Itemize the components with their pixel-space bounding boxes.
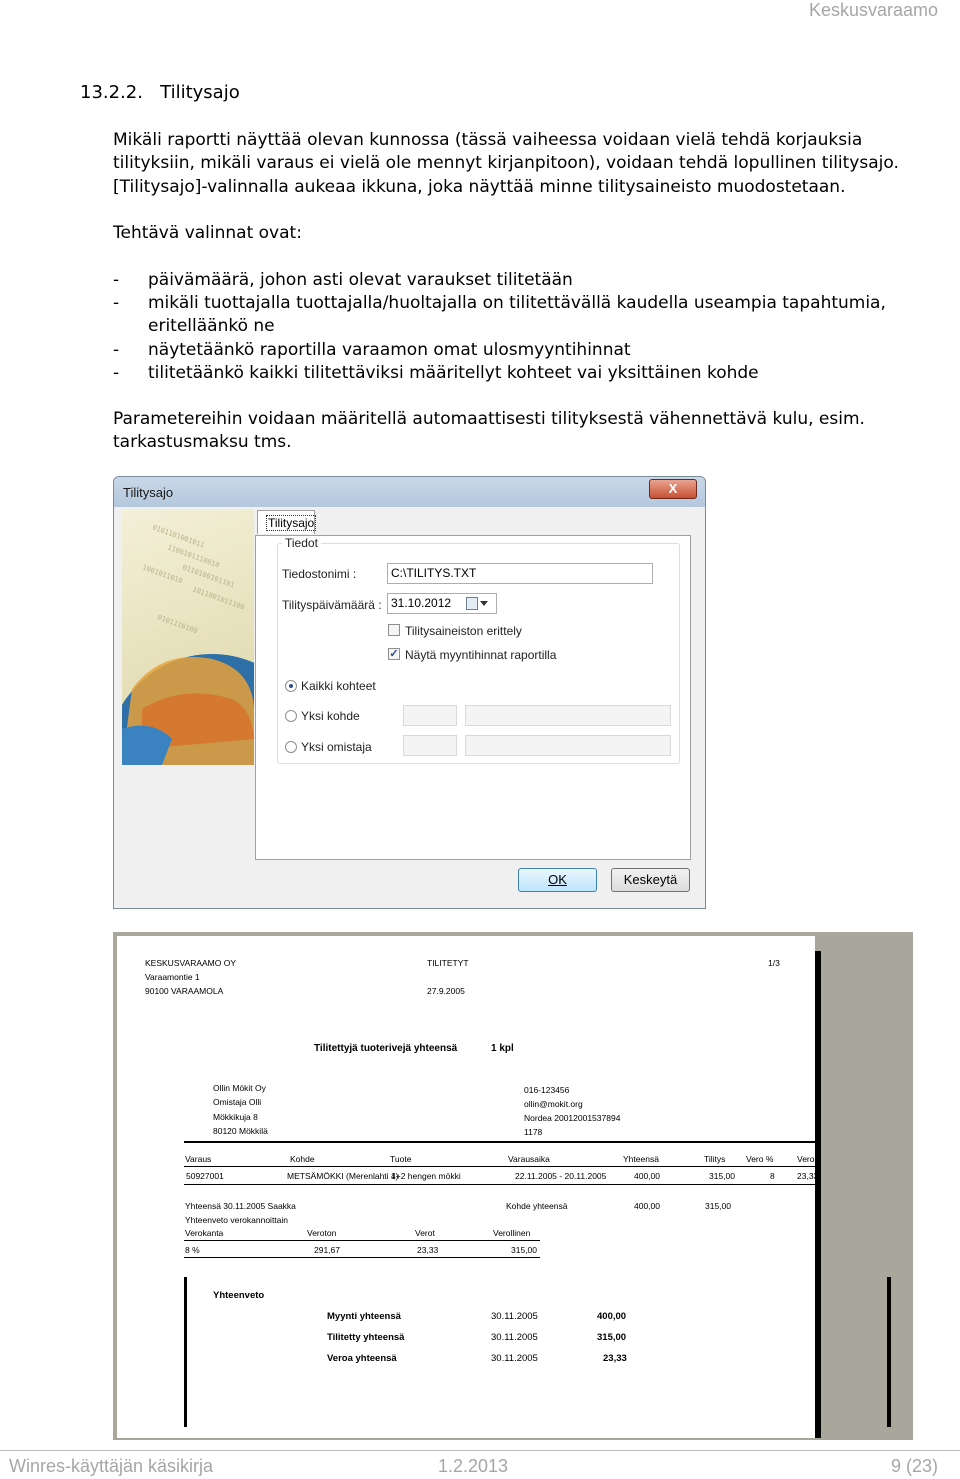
summary-value: 23,33 bbox=[603, 1353, 627, 1364]
vat-header: Verot bbox=[415, 1228, 435, 1238]
row-underline bbox=[184, 1184, 819, 1185]
kohde-name-input[interactable] bbox=[465, 705, 671, 726]
owner-phone: 016-123456 bbox=[524, 1085, 570, 1095]
total-tilitys: 315,00 bbox=[705, 1201, 731, 1211]
column-header: Tuote bbox=[390, 1154, 412, 1164]
table-cell: 4+2 hengen mökki bbox=[391, 1171, 461, 1181]
svg-text:1011001011100: 1011001011100 bbox=[191, 585, 246, 612]
bullet-item: mikäli tuottajalla tuottajalla/huoltajalla on tilitettävällä kaudella useampia tapahtumia, eritelläänkö ne bbox=[148, 293, 886, 337]
kohde-code-input[interactable] bbox=[403, 705, 457, 726]
total-sum: 400,00 bbox=[634, 1201, 660, 1211]
globe-illustration bbox=[122, 509, 254, 765]
radio-label: Kaikki kohteet bbox=[301, 679, 376, 693]
report-summary-title: Tilitettyjä tuoterivejä yhteensä bbox=[314, 1043, 458, 1054]
summary-date: 30.11.2005 bbox=[491, 1332, 538, 1343]
filename-label: Tiedostonimi : bbox=[282, 567, 357, 581]
report-address1: Varaamontie 1 bbox=[145, 972, 200, 982]
total-label: Yhteensä 30.11.2005 Saakka bbox=[185, 1201, 296, 1211]
table-cell: 400,00 bbox=[634, 1171, 660, 1181]
report-page-number: 1/3 bbox=[768, 958, 780, 968]
footer-rule bbox=[0, 1450, 960, 1451]
page-shadow bbox=[815, 951, 821, 1438]
vat-header: Verollinen bbox=[493, 1228, 531, 1238]
vat-header: Veroton bbox=[307, 1228, 337, 1238]
dialog-title: Tilitysajo bbox=[123, 485, 174, 500]
vat-underline bbox=[184, 1240, 540, 1241]
yhteenveto-title: Yhteenveto bbox=[213, 1290, 265, 1301]
omistaja-code-input[interactable] bbox=[403, 735, 457, 756]
report-doc-date: 27.9.2005 bbox=[427, 986, 465, 996]
tab-label: Tilitysajo bbox=[268, 516, 315, 530]
owner-name: Ollin Mökit Oy bbox=[213, 1083, 266, 1093]
bullet-item: päivämäärä, johon asti olevat varaukset tilitetään bbox=[148, 270, 573, 290]
dialog-titlebar bbox=[114, 477, 705, 507]
owner-email: ollin@mokit.org bbox=[524, 1099, 583, 1109]
table-cell: METSÄMÖKKI (Merenlahti 1) bbox=[287, 1171, 399, 1181]
report-divider bbox=[184, 1141, 819, 1143]
table-cell: 23,33 bbox=[797, 1171, 819, 1181]
svg-text:0101110100: 0101110100 bbox=[156, 613, 199, 636]
radio-yksi-omistaja[interactable] bbox=[285, 741, 297, 753]
svg-text:0101101001011: 0101101001011 bbox=[151, 523, 206, 550]
section-title: 13.2.2. Tilitysajo bbox=[80, 82, 240, 103]
bullet-mark: - bbox=[113, 293, 120, 313]
report-doc-title: TILITETYT bbox=[427, 958, 469, 968]
column-header: Yhteensä bbox=[623, 1154, 659, 1164]
vat-cell: 8 % bbox=[185, 1245, 200, 1255]
radio-label: Yksi kohde bbox=[301, 709, 360, 723]
dropdown-arrow-icon[interactable] bbox=[480, 601, 488, 606]
summary-left-bar bbox=[184, 1277, 187, 1427]
parameters-paragraph: Parametereihin voidaan määritellä automaattisesti tilityksestä vähennettävä kulu, esim. tarkastusmaksu tms. bbox=[113, 409, 865, 453]
table-cell: 315,00 bbox=[709, 1171, 735, 1181]
owner-id: 1178 bbox=[524, 1127, 543, 1137]
myyntihinnat-label: Näytä myyntihinnat raportilla bbox=[405, 648, 557, 662]
summary-right-bar bbox=[887, 1277, 891, 1427]
cancel-button[interactable] bbox=[611, 868, 690, 892]
ok-button[interactable] bbox=[518, 868, 597, 892]
radio-label: Yksi omistaja bbox=[301, 740, 372, 754]
vat-header: Verokanta bbox=[185, 1228, 224, 1238]
vat-bottom-line bbox=[184, 1257, 540, 1258]
header-underline bbox=[184, 1166, 819, 1167]
myyntihinnat-checkbox[interactable]: ✓ bbox=[389, 648, 399, 660]
omistaja-name-input[interactable] bbox=[465, 735, 671, 756]
svg-text:0110100101101: 0110100101101 bbox=[181, 563, 236, 590]
close-button[interactable]: X bbox=[649, 479, 697, 499]
summary-label: Myynti yhteensä bbox=[327, 1311, 401, 1322]
bullet-item: näytetäänkö raportilla varaamon omat ulosmyyntihinnat bbox=[148, 340, 631, 360]
vat-cell: 315,00 bbox=[511, 1245, 537, 1255]
tilitysajo-dialog bbox=[113, 476, 706, 909]
summary-label: Tilitetty yhteensä bbox=[327, 1332, 405, 1343]
owner-city: 80120 Mökkilä bbox=[213, 1126, 268, 1136]
column-header: Varaus bbox=[185, 1154, 212, 1164]
report-address2: 90100 VARAAMOLA bbox=[145, 986, 224, 996]
bullet-mark: - bbox=[113, 270, 120, 290]
total-kohde-label: Kohde yhteensä bbox=[506, 1201, 568, 1211]
radio-yksi-kohde[interactable] bbox=[285, 710, 297, 722]
svg-text:1100101110010: 1100101110010 bbox=[166, 543, 221, 570]
filename-input[interactable]: C:\TILITYS.TXT bbox=[387, 563, 653, 584]
owner-street: Mökkikuja 8 bbox=[213, 1112, 258, 1122]
footer-date: 1.2.2013 bbox=[438, 1456, 509, 1476]
bullet-mark: - bbox=[113, 340, 120, 360]
erittely-label: Tilitysaineiston erittely bbox=[405, 624, 522, 638]
radio-kaikki-kohteet[interactable] bbox=[285, 680, 297, 692]
page-header-title: Keskusvaraamo bbox=[808, 0, 938, 20]
column-header: Tilitys bbox=[704, 1154, 726, 1164]
globe-icon bbox=[122, 509, 254, 765]
owner-account: Nordea 20012001537894 bbox=[524, 1113, 621, 1123]
table-cell: 22.11.2005 - 20.11.2005 bbox=[515, 1171, 607, 1181]
owner-contact: Omistaja Olli bbox=[213, 1097, 262, 1107]
footer-left: Winres-käyttäjän käsikirja bbox=[9, 1456, 214, 1476]
column-header: Vero bbox=[797, 1154, 815, 1164]
report-summary-count: 1 kpl bbox=[491, 1043, 514, 1054]
column-header: Vero % bbox=[746, 1154, 774, 1164]
summary-value: 315,00 bbox=[597, 1332, 627, 1343]
tab-tilitysajo[interactable] bbox=[257, 510, 315, 534]
column-header: Kohde bbox=[290, 1154, 315, 1164]
ok-label: OK bbox=[548, 872, 567, 887]
vat-title: Yhteenveto verokannoittain bbox=[185, 1215, 289, 1225]
calendar-icon[interactable] bbox=[466, 597, 478, 610]
summary-label: Veroa yhteensä bbox=[327, 1353, 397, 1364]
date-value: 31.10.2012 bbox=[391, 596, 452, 610]
summary-value: 400,00 bbox=[597, 1311, 627, 1322]
bullet-mark: - bbox=[113, 363, 120, 383]
column-header: Varausaika bbox=[508, 1154, 550, 1164]
table-cell: 8 bbox=[770, 1171, 775, 1181]
group-label: Tiedot bbox=[282, 536, 321, 550]
report-company: KESKUSVARAAMO OY bbox=[145, 958, 237, 968]
erittely-checkbox[interactable] bbox=[388, 624, 400, 636]
bullet-item: tilitetäänkö kaikki tilitettäviksi määritellyt kohteet vai yksittäinen kohde bbox=[148, 363, 759, 383]
cancel-label: Keskeytä bbox=[623, 872, 678, 887]
intro-paragraph: Mikäli raportti näyttää olevan kunnossa (tässä vaiheessa voidaan vielä tehdä korjauksia tilityksiin, mikäli varaus ei vielä ole mennyt kirjanpitoon), voidaan tehdä lopullinen tilitysajo. [Tilitysajo]-valinnalla aukeaa ikkuna, joka näyttää minne tilitysaineisto muodostetaan. bbox=[113, 130, 899, 197]
report-page bbox=[117, 936, 815, 1438]
vat-cell: 23,33 bbox=[417, 1245, 439, 1255]
vat-cell: 291,67 bbox=[314, 1245, 340, 1255]
summary-date: 30.11.2005 bbox=[491, 1311, 538, 1322]
summary-date: 30.11.2005 bbox=[491, 1353, 538, 1364]
footer-page: 9 (23) bbox=[890, 1456, 938, 1476]
table-cell: 50927001 bbox=[186, 1171, 224, 1181]
date-label: Tilityspäivämäärä : bbox=[282, 598, 382, 612]
svg-text:1001011010: 1001011010 bbox=[141, 563, 184, 586]
choices-intro: Tehtävä valinnat ovat: bbox=[113, 223, 302, 243]
